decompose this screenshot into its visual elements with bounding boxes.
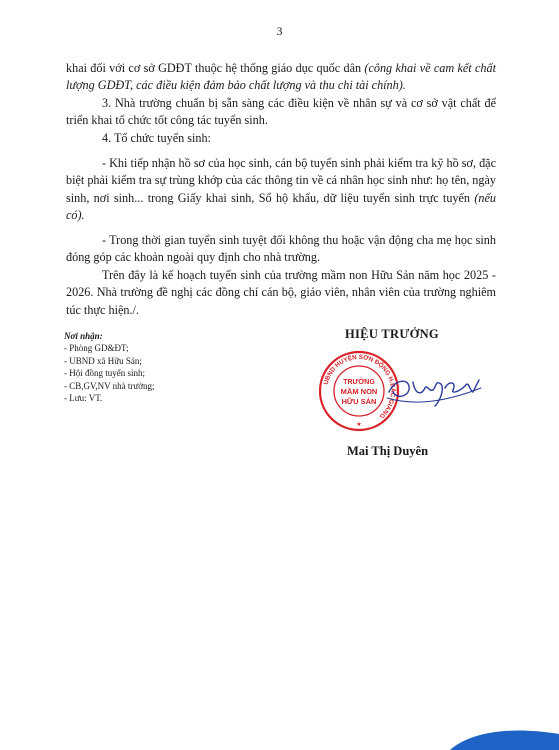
heading-text: 4. Tổ chức tuyển sinh:	[102, 131, 211, 145]
paragraph-text: Trên đây là kế hoạch tuyển sinh của trường mầm non Hữu Sản năm học 2025 - 2026. Nhà trường đề nghị các đồng chí cán bộ, giáo viên, nhân viên của trường nghiêm túc thực hiện./.	[66, 268, 496, 317]
paragraph-conclusion	[66, 267, 496, 319]
corner-shape	[450, 731, 559, 750]
paragraph-text: - Trong thời gian tuyển sinh tuyệt đối không thu hoặc vận động cha mẹ học sinh đóng góp các khoản ngoài quy định cho nhà trường.	[66, 233, 496, 265]
paragraph-italic-note: (nếu có).	[66, 190, 496, 222]
recipient-item: - Phòng GD&ĐT;	[64, 343, 129, 354]
paragraph-public-disclosure	[66, 60, 496, 95]
signer-name: Mai Thị Duyên	[347, 444, 429, 458]
corner-watermark-icon	[420, 724, 559, 750]
recipients-list	[64, 342, 155, 404]
recipients-title: Nơi nhận:	[64, 331, 103, 341]
recipient-item: - CB,GV,NV nhà trường;	[64, 380, 155, 391]
section-heading-admission	[66, 130, 496, 147]
page-number: 3	[276, 24, 283, 38]
paragraph-text: - Khi tiếp nhận hồ sơ của học sinh, cán bộ tuyển sinh phải kiểm tra kỹ hồ sơ, đặc biệt phải kiểm tra sự trùng khớp của các thông tin về cá nhân học sinh như: họ tên, ngày sinh, nơi sinh... trong Giấy khai sinh, Sổ hộ khẩu, dữ liệu tuyển sinh trực tuyến	[66, 156, 496, 205]
signer-title: HIỆU TRƯỞNG	[345, 327, 439, 341]
seal-line-1: TRƯỜNG	[343, 379, 375, 386]
paragraph-italic-note: (công khai về cam kết chất lượng GDĐT, các điều kiện đảm bảo chất lượng và thu chi tài chính).	[66, 61, 496, 93]
seal-outer-text: UBND HUYỆN SƠN ĐỘNG H.BẮC GIANG	[322, 353, 397, 420]
paragraph-text: khai đối với cơ sở GDĐT thuộc hệ thống giáo dục quốc dân	[66, 61, 365, 75]
handwritten-signature	[385, 362, 485, 412]
seal-star-icon: ★	[356, 422, 362, 428]
paragraph-no-fees	[66, 232, 496, 267]
recipient-item: - Hội đồng tuyển sinh;	[64, 368, 145, 379]
paragraph-text: 3. Nhà trường chuẩn bị sẵn sàng các điều kiện về nhân sự và cơ sở vật chất để triển khai tổ chức tốt công tác tuyển sinh.	[66, 96, 496, 128]
recipient-item: - UBND xã Hữu Sản;	[64, 355, 142, 366]
paragraph-document-check	[66, 155, 496, 224]
signature-underline	[387, 388, 481, 402]
paragraph-preparation	[66, 95, 496, 130]
seal-line-3: HỮU SẢN	[341, 397, 377, 406]
recipients-block	[64, 330, 155, 404]
seal-line-2: MẦM NON	[340, 387, 378, 396]
recipient-item: - Lưu: VT.	[64, 393, 103, 404]
